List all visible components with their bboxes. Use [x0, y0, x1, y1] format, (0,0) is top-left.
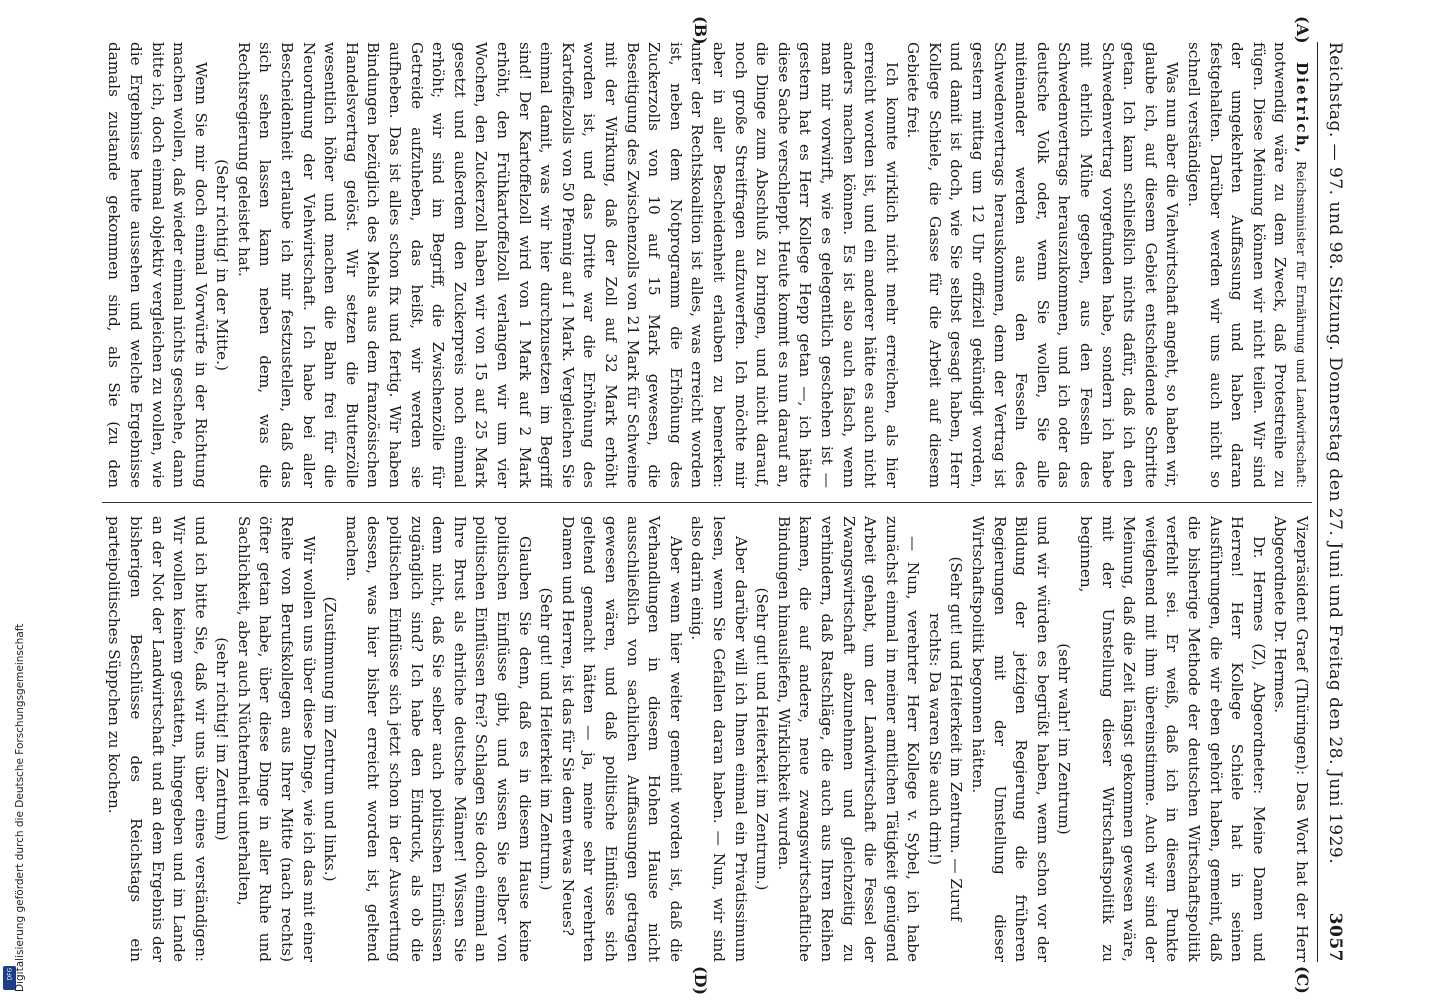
paragraph: [1074, 516, 1268, 962]
paragraph: [103, 516, 211, 962]
margin-mark-d: (D): [691, 966, 710, 996]
paragraph-text: Dr. Hermes (Z), Abgeordneter: Meine Damen und Herren! Herr Kollege Schiele hat in seinen Ausführungen, die wir eben gehört haben, gemeint, daß die bisherige Methode der deutschen Wirtschaftspolitik verfehlt sei. Er weiß, daß ich in diesem Punkte weitgehend mit ihm übereinstimme. Auch wir sind der Meinung, daß die Zeit längst gekommen gewesen wäre, mit der Umstellung dieser Wirtschaftspolitik zu beginnen,: [1077, 516, 1268, 962]
margin-mark-a: (A): [1293, 16, 1312, 44]
paragraph-text: Glauben Sie denn, daß es in diesem Hause keine politischen Einflüsse gibt, und wissen Sie selber von politischen Einflüssen frei? Schlagen Sie doch einmal an Ihre Brust als ehrliche deutsche Männer! Wissen Sie denn nicht, daß Sie selber auch politischen Einflüssen zugänglich sind? Ich habe den Eindruck, als ob die politischen Einflüsse sich jetzt schon in der Auswertung dessen, was hier bisher erreicht worden ist, geltend machen.: [342, 516, 534, 962]
paragraph: [556, 516, 686, 962]
interjection: (Zustimmung im Zentrum und links.): [321, 596, 340, 882]
paragraph-text: und wir würden es begrüßt haben, wenn schon vor der Bildung der jetzigen Regierung die früheren Regierungen mit der Umstellung dieser Wirtschaftspolitik begonnen hätten.: [969, 516, 1052, 962]
interjection: (sehr wahr! im Zentrum): [1055, 643, 1074, 835]
interjection: (Sehr gut! und Heiterkeit im Zentrum.): [753, 587, 772, 891]
paragraph: [967, 516, 1053, 962]
paragraph: [1269, 516, 1312, 962]
interjection: (Sehr richtig! in der Mitte.): [213, 159, 232, 371]
paragraph: [232, 42, 901, 488]
paragraph: [686, 516, 751, 962]
header-rule: [1317, 42, 1318, 962]
paragraph: [772, 516, 923, 962]
paragraph: [1182, 42, 1312, 488]
paragraph-text: Wir wollen uns über diese Dinge, wie ich das mit einer Reihe von Berufskollegen aus Ihrer Mitte (nach rechts) öfter getan habe, über diese Dinge in aller Ruhe und Sachlichkeit, aber auch Nüchternheit unterhalten,: [234, 516, 318, 962]
speaker-title: Reichsminister für Ernährung und Landwirtschaft:: [1294, 160, 1309, 488]
header-title: Reichstag. — 97. und 98. Sitzung. Donnerstag den 27. Juni und Freitag den 28. Juni 1929.: [1325, 42, 1345, 865]
digitization-credit: Digitalisierung gefördert durch die Deutsche Forschungsgemeinschaft: [14, 623, 26, 992]
column-divider: [102, 502, 1312, 503]
margin-mark-c: (C): [1293, 966, 1312, 994]
paragraph-text: Ich konnte wirklich nicht mehr erreichen, als hier erreicht worden ist, und ein anderer hätte es auch nicht anders machen können. Es ist also auch falsch, wenn man mir vorwirft, wie es gelegentlich geschehen ist — gestern hat es Herr Kollege Hepp getan —, ich hätte diese Sache verschleppt. Heute kommt es nun darauf an, die Dinge zum Abschluß zu bringen, und nicht darauf, noch große Streitfragen aufzuwerfen. Ich möchte mir aber in aller Bescheidenheit erlauben zu bemerken: unter der Rechtskoalition ist alles, was erreicht worden ist, neben dem Notprogramm die Erhöhung des Zuckerzolls von 10 auf 15 Mark gewesen, die Beseitigung des Zwischenzolls von 21 Mark für Schweine mit der Wirkung, daß der Zoll auf 32 Mark erhöht worden ist, und das Dritte war die Erhöhung des Kartoffelzolls von 50 Pfennig auf 1 Mark. Vergleichen Sie einmal damit, was wir hier durchzusetzen im Begriff sind! Der Kartoffelzoll wird von 1 Mark auf 2 Mark erhöht, den Frühkartoffelzoll verlangen wir um vier Wochen, den Zuckerzoll haben wir von 15 auf 25 Mark gesetzt und außerdem den Zuckerpreis noch einmal erhöht; wir sind im Begriff, die Zwischenzölle für Getreide aufzuheben, das heißt, wir werden sie aufheben. Das ist alles schon fix und fertig. Wir haben Bindungen bezüglich des Mehls aus dem französischen Handelsvertrag gelöst. Wir setzen die Butterzölle wesentlich höher und machen die Bahn frei für die Neuordnung der Viehwirtschaft. Ich habe bei aller Bescheidenheit erlaube ich mir festzustellen, daß das sich sehen lassen kann neben dem, was die Rechtsregierung geleistet hat.: [234, 42, 901, 488]
interjection: (Sehr gut! und Heiterkeit im Zentrum.): [537, 587, 556, 891]
page-header: [1320, 42, 1350, 962]
paragraph-text: Aber wenn hier weiter gemeint worden ist, daß die Verhandlungen in diesem Hohen Hause nicht ausschließlich von sachlichen Auffassungen getragen gewesen wären, und daß politische Einflüsse sich geltend gemacht hätten — ja, meine sehr verehrten Damen und Herren, ist das für Sie denn etwas Neues?: [558, 516, 685, 962]
left-column: [102, 42, 1312, 488]
paragraph-text: — Nun, verehrter Herr Kollege v. Sybel, ich habe zunächst einmal in meiner amtlichen Tätigkeit genügend Arbeit gehabt, um der Landwirtschaft die Fessel der Zwangswirtschaft abzunehmen und gleichzeitig zu verhindern, daß Ratschläge, die auch aus Ihren Reihen kamen, die auf andere, neue zwangswirtschaftliche Bindungen hinausliefen, Wirklichkeit wurden.: [774, 516, 923, 962]
page-number: 3057: [1325, 912, 1345, 962]
paragraph: [232, 516, 318, 962]
margin-mark-b: (B): [691, 16, 710, 45]
speaker-name: Dietrich,: [1293, 62, 1311, 155]
paragraph: [902, 42, 1183, 488]
sidebar: [0, 0, 26, 1000]
interjection: (sehr richtig! im Zentrum): [213, 637, 232, 841]
dfg-logo: DFG: [3, 966, 16, 990]
interjection: (Sehr gut! und Heiterkeit im Zentrum. — Zuruf rechts: Da waren Sie auch drin!): [925, 556, 966, 922]
rotated-page: [90, 16, 1350, 996]
paragraph-text: und ich bitte Sie, daß wir uns über eines verständigen: Wir wollen keinem gestatten, hingegeben und im Lande an der Not der Landwirtschaft und an dem Ergebnis der bisherigen Beschlüsse des Reichstags ein parteipolitisches Süppchen zu kochen.: [105, 516, 210, 962]
paragraph: [102, 42, 211, 488]
paragraph-text: Was nun aber die Viehwirtschaft angeht, so haben wir, glaube ich, auf diesem Gebiet entscheidende Schritte getan. Ich kann schließlich nichts dafür, daß ich den Schwedenvertrag vorgefunden habe, sondern ich habe mit ehrlich Mühe gegeben, aus den Fesseln des Schwedenvertrags herauszukommen, und ich oder das deutsche Volk oder, wenn Sie wollen, Sie alle miteinander werden aus den Fesseln des Schwedenvertrags herauskommen, denn der Vertrag ist gestern mittag um 12 Uhr offiziell gekündigt worden, und damit ist doch, wie Sie selbst gesagt haben, Herr Kollege Schiele, die Gasse für die Arbeit auf diesem Gebiete frei.: [904, 42, 1182, 488]
right-column: [102, 516, 1312, 962]
paragraph-text: Aber darüber will ich Ihnen einmal ein Privatissimum lesen, wenn Sie Gefallen daran haben. — Nun, wir sind also darin einig.: [688, 516, 750, 962]
paragraph-text: Wenn Sie mir doch einmal Vorwürfe in der Richtung machen wollen, daß wieder einmal nichts geschehe, dann bitte ich, doch einmal objektiv vergleichen zu wollen, wie die Ergebnisse heute aussehen und welche Ergebnisse damals zustande gekommen sind, als Sie (zu den: [105, 42, 210, 488]
paragraph: [340, 516, 534, 962]
paragraph-text: notwendig wäre zu dem Zweck, daß Protestreihe zu fügen. Diese Meinung können wir nicht teilen. Wir sind der umgekehrten Auffassung und haben daran festgehalten. Darüber werden wir uns auch nicht so schnell verständigen.: [1185, 42, 1290, 488]
paragraph-text: Vizepräsident Graef (Thüringen): Das Wort hat der Herr Abgeordnete Dr. Hermes.: [1271, 516, 1311, 962]
